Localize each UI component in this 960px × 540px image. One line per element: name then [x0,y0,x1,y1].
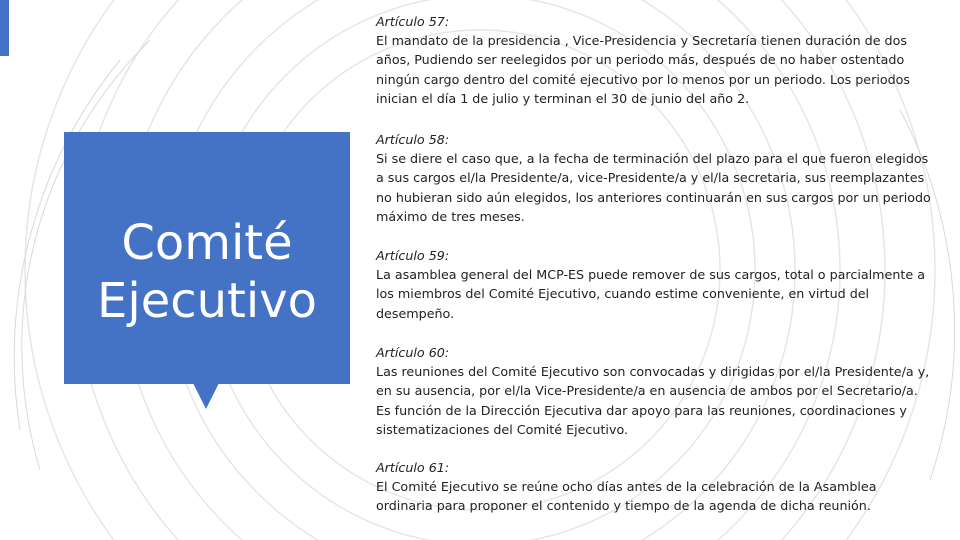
article-title: Artículo 60: [376,345,450,360]
article-59 [376,246,936,323]
title-box-pointer [193,383,219,409]
accent-bar [0,0,9,56]
article-body: La asamblea general del MCP-ES puede remover de sus cargos, total o parcialmente a los miembros del Comité Ejecutivo, cuando estime conveniente, en virtud del desempeño. [376,267,925,321]
article-body: El Comité Ejecutivo se reúne ocho días antes de la celebración de la Asamblea ordinaria para proponer el contenido y tiempo de la agenda de dicha reunión. [376,479,877,514]
slide-title [64,214,350,330]
article-60 [376,343,936,439]
article-body: El mandato de la presidencia , Vice-Presidencia y Secretaría tienen duración de dos años, Pudiendo ser reelegidos por un periodo más, después de no haber ostentado ningún cargo dentro del comité ejecutivo por lo menos por un periodo. Los periodos inician el día 1 de julio y terminan el 30 de junio del año 2. [376,33,911,106]
article-title: Artículo 58: [376,132,450,147]
slide-title-line1: Comité [121,215,293,271]
article-57 [376,12,936,108]
article-title: Artículo 61: [376,460,450,475]
article-58 [376,130,936,226]
slide-title-line2: Ejecutivo [97,273,317,329]
article-61 [376,458,936,516]
article-title: Artículo 57: [376,14,450,29]
article-body: Las reuniones del Comité Ejecutivo son convocadas y dirigidas por el/la Presidente/a y, en su ausencia, por el/la Vice-Presidente/a en ausencia de ambos por el Secretario/a. Es función de la Dirección Ejecutiva dar apoyo para las reuniones, coordinaciones y sistematizaciones del Comité Ejecutivo. [376,364,930,437]
article-body: Si se diere el caso que, a la fecha de terminación del plazo para el que fueron elegidos a sus cargos el/la Presidente/a, vice-Presidente/a y el/la secretaria, sus reemplazantes no hubieran sido aún elegidos, los anteriores continuarán en sus cargos por un periodo máximo de tres meses. [376,151,931,224]
article-title: Artículo 59: [376,248,450,263]
